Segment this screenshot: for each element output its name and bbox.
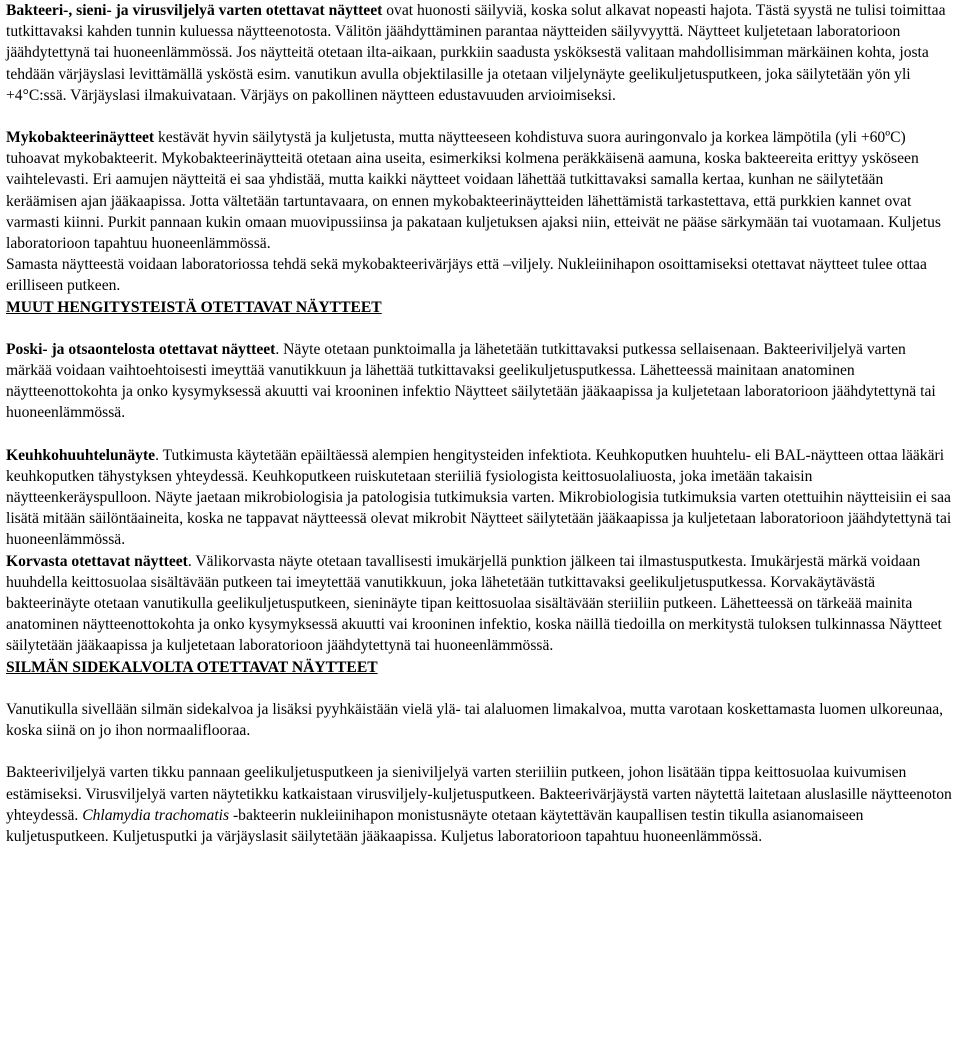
intro-text: ovat huonosti säilyviä, koska solut alkavat nopeasti hajota. Tästä syystä ne tulisi toimittaa tutkittavaksi kahden tunnin kuluessa näytteenotosta. Välitön jäähdyttäminen parantaa näytteiden säilyvyyttä. Näytteet kuljetetaan laboratorioon jäähdytettynä tai huoneenlämmössä. Jos näytteitä otetaan ilta-aikaan, purkkiin saadusta ysköksestä valitaan mahdollisimman märkäinen kohta, josta tehdään värjäyslasi levittämällä ysköstä esim. vanutikun avulla objektilasille ja otetaan viljelynäyte geelikuljetusputkeen, joka säilytetään yön yli +4°C:ssä. Värjäyslasi ilmakuivataan. Värjäys on pakollinen näytteen edustavuuden arvioimiseksi. <box>6 2 946 104</box>
keuhko-text: . Tutkimusta käytetään epäiltäessä alempien hengitysteiden infektiota. Keuhkoputken huuhtelu- eli BAL-näytteen ottaa lääkäri keuhkoputken tähystyksen yhteydessä. Keuhkoputkeen ruiskutetaan steriiliä fysiologista keittosuolaliuosta, joka imetään takaisin näytteenkeräyspulloon. Näyte jaetaan mikrobiologisia ja patologisia tutkimuksia varten. Mikrobiologisia tutkimuksia varten otettuihin näytteisiin ei saa lisätä mitään säilöntäaineita, koska ne tappavat näytteessä olevat mikrobit Näytteet säilytetään jääkaapissa ja kuljetetaan laboratorioon jäähdytettynä tai huoneenlämmössä. <box>6 446 952 549</box>
silma-text-b: -bakteerin nukleiinihapon monistusnäyte otetaan käytettävän kaupallisen testin tikulla asianomaiseen kuljetusputkeen. Kuljetusputki ja värjäyslasit säilytetään jääkaapissa. Kuljetus laboratorioon tapahtuu huoneenlämmössä. <box>6 806 864 845</box>
section-title-silma: SILMÄN SIDEKALVOLTA OTETTAVAT NÄYTTEET <box>6 658 378 676</box>
myko-heading: Mykobakteerinäytteet <box>6 129 155 147</box>
myko-text: kestävät hyvin säilytystä ja kuljetusta, mutta näytteeseen kohdistuva suora auringonvalo ja korkea lämpötila (yli +60ºC) tuhoavat mykobakteerit. Mykobakteerinäytteitä otetaan aina useita, esimerkiksi kolmena peräkkäisenä aamuna, koska bakteereita erittyy ysköseen vaihtelevasti. Eri aamujen näytteitä ei saa yhdistää, mutta kaikki näytteet voidaan lähettää tutkittavaksi samalla kertaa, kunhan ne säilytetään keräämisen ajan jääkaapissa. Jotta vältetään tartuntavaara, on ennen mykobakteerinäytteiden lähettämistä tarkastettava, että purkkien kannet ovat varmasti kiinni. Purkit pannaan kukin omaan muovipussiinsa ja pakataan kuljetuksen ajaksi niin, etteivät ne pääse särkymään tai vuotamaan. Kuljetus laboratorioon tapahtuu huoneenlämmössä. <box>6 129 941 253</box>
chlamydia-name: Chlamydia trachomatis <box>82 806 230 824</box>
silma-paragraph-1: Vanutikulla sivellään silmän sidekalvoa ja lisäksi pyyhkäistään vielä ylä- tai alaluomen limakalvoa, mutta varotaan koskettamasta luomen ulkoreunaa, koska siinä on jo ihon normaaliflooraa. <box>6 700 944 740</box>
silma-paragraph-2 <box>6 762 954 847</box>
myko-paragraph <box>6 127 954 254</box>
korva-paragraph <box>6 551 954 657</box>
myko-paragraph-2: Samasta näytteestä voidaan laboratoriossa tehdä sekä mykobakteerivärjäys että –viljely. Nukleiinihapon osoittamiseksi otettavat näytteet tulee ottaa erilliseen putkeen. <box>6 256 927 295</box>
keuhko-paragraph <box>6 445 954 551</box>
intro-heading: Bakteeri-, sieni- ja virusviljelyä varten otettavat näytteet <box>6 2 383 19</box>
keuhko-heading: Keuhkohuuhtelunäyte <box>6 446 156 464</box>
poski-text: . Näyte otetaan punktoimalla ja lähetetään tutkittavaksi putkessa sellaisenaan. Bakteeriviljelyä varten märkää voidaan vaihtoehtoisesti imeyttää vanutikkuun ja lähettää tutkittavaksi geelikuljetusputkessa. Lähetteessä mainitaan anatominen näytteenottokohta ja onko kysymyksessä akuutti vai krooninen infektio Näytteet säilytetään jääkaapissa ja kuljetetaan laboratorioon jäähdytettynä tai huoneenlämmössä. <box>6 340 936 422</box>
korva-heading: Korvasta otettavat näytteet <box>6 552 188 570</box>
poski-heading: Poski- ja otsaontelosta otettavat näytteet <box>6 340 276 358</box>
section-title-muut: MUUT HENGITYSTEISTÄ OTETTAVAT NÄYTTEET <box>6 298 382 316</box>
intro-paragraph <box>6 0 954 106</box>
korva-text: . Välikorvasta näyte otetaan tavallisesti imukärjellä punktion jälkeen tai ilmastusputkesta. Imukärjestä märkä voidaan huuhdella keittosuolaa sisältävään putkeen tai imeytettää vanutikkuun, joka lähetetään tutkittavaksi geelikuljetusputkessa. Korvakäytävästä bakteerinäyte otetaan vanutikulla geelikuljetusputkeen, sieninäyte tipan keittosuolaa sisältävään steriiliin putkeen. Lähetteessä on tärkeää mainita anatominen näytteenottokohta ja onko kysymyksessä akuutti vai krooninen infektio, koska näillä tiedoilla on merkitystä tuloksen tulkinnassa Näytteet säilytetään jääkaapissa ja kuljetetaan laboratorioon jäähdytettynä tai huoneenlämmössä. <box>6 552 942 655</box>
silma-text-a: Bakteeriviljelyä varten tikku pannaan geelikuljetusputkeen ja sieniviljelyä varten steriiliin putkeen, johon lisätään tippa keittosuolaa kuivumisen estämiseksi. Virusviljelyä varten näytetikku katkaistaan virusviljely-kuljetusputkeen. Bakteerivärjäystä varten näytettä laitetaan aluslasille näytteenoton yhteydessä. <box>6 764 952 824</box>
poski-paragraph <box>6 339 954 424</box>
